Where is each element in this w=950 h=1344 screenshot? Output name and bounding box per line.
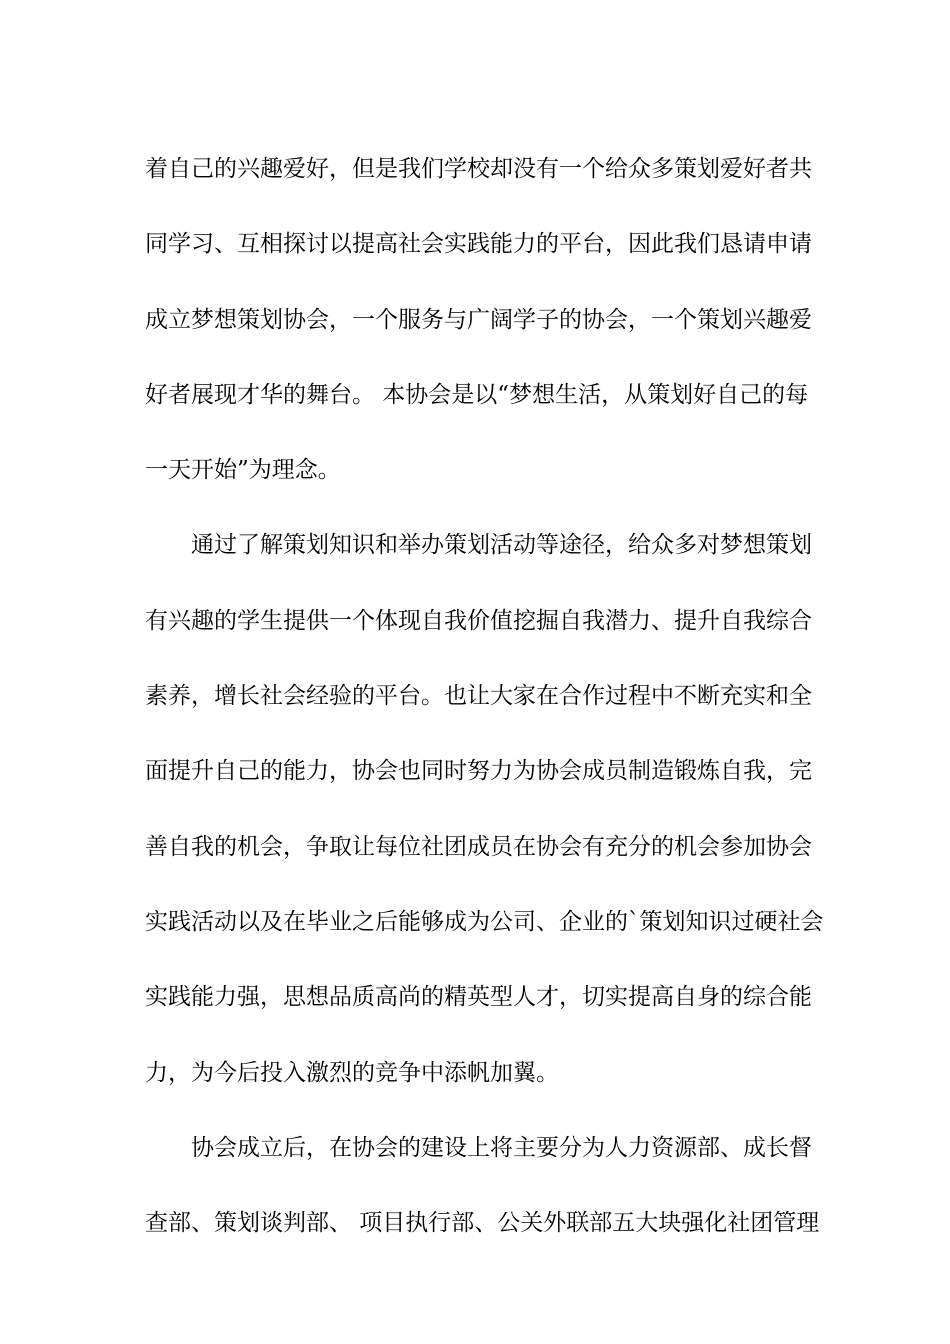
text-line: 实践能力强，思想品质高尚的精英型人才，切实提高自身的综合能 [145, 984, 812, 1011]
text-line: 力，为今后投入激烈的竞争中添帆加翼。 [145, 1059, 559, 1086]
text-line: 查部、策划谈判部、 项目执行部、公关外联部五大块强化社团管理 [145, 1210, 820, 1237]
text-line: 着自己的兴趣爱好，但是我们学校却没有一个给众多策划爱好者共 [145, 156, 812, 182]
text-line: 善自我的机会，争取让每位社团成员在协会有充分的机会参加协会 [145, 833, 812, 860]
text-line: 好者展现才华的舞台。 本协会是以“梦想生活，从策划好自己的每 [145, 381, 809, 408]
text-line: 素养，增长社会经验的平台。也让大家在合作过程中不断充实和全 [145, 683, 812, 710]
text-line: 有兴趣的学生提供一个体现自我价值挖掘自我潜力、提升自我综合 [145, 607, 812, 634]
text-line: 一天开始”为理念。 [145, 457, 341, 484]
paragraph-first-line: 通过了解策划知识和举办策划活动等途径，给众多对梦想策划 [191, 532, 812, 559]
paragraph-first-line: 协会成立后，在协会的建设上将主要分为人力资源部、成长督 [191, 1134, 812, 1161]
body-text [145, 132, 824, 1261]
text-line: 同学习、互相探讨以提高社会实践能力的平台，因此我们恳请申请 [145, 231, 812, 258]
text-line: 面提升自己的能力，协会也同时努力为协会成员制造锻炼自我，完 [145, 758, 812, 785]
text-line: 成立梦想策划协会，一个服务与广阔学子的协会，一个策划兴趣爱 [145, 306, 812, 333]
text-line: 实践活动以及在毕业之后能够成为公司、企业的`策划知识过硬社会 [145, 908, 824, 935]
